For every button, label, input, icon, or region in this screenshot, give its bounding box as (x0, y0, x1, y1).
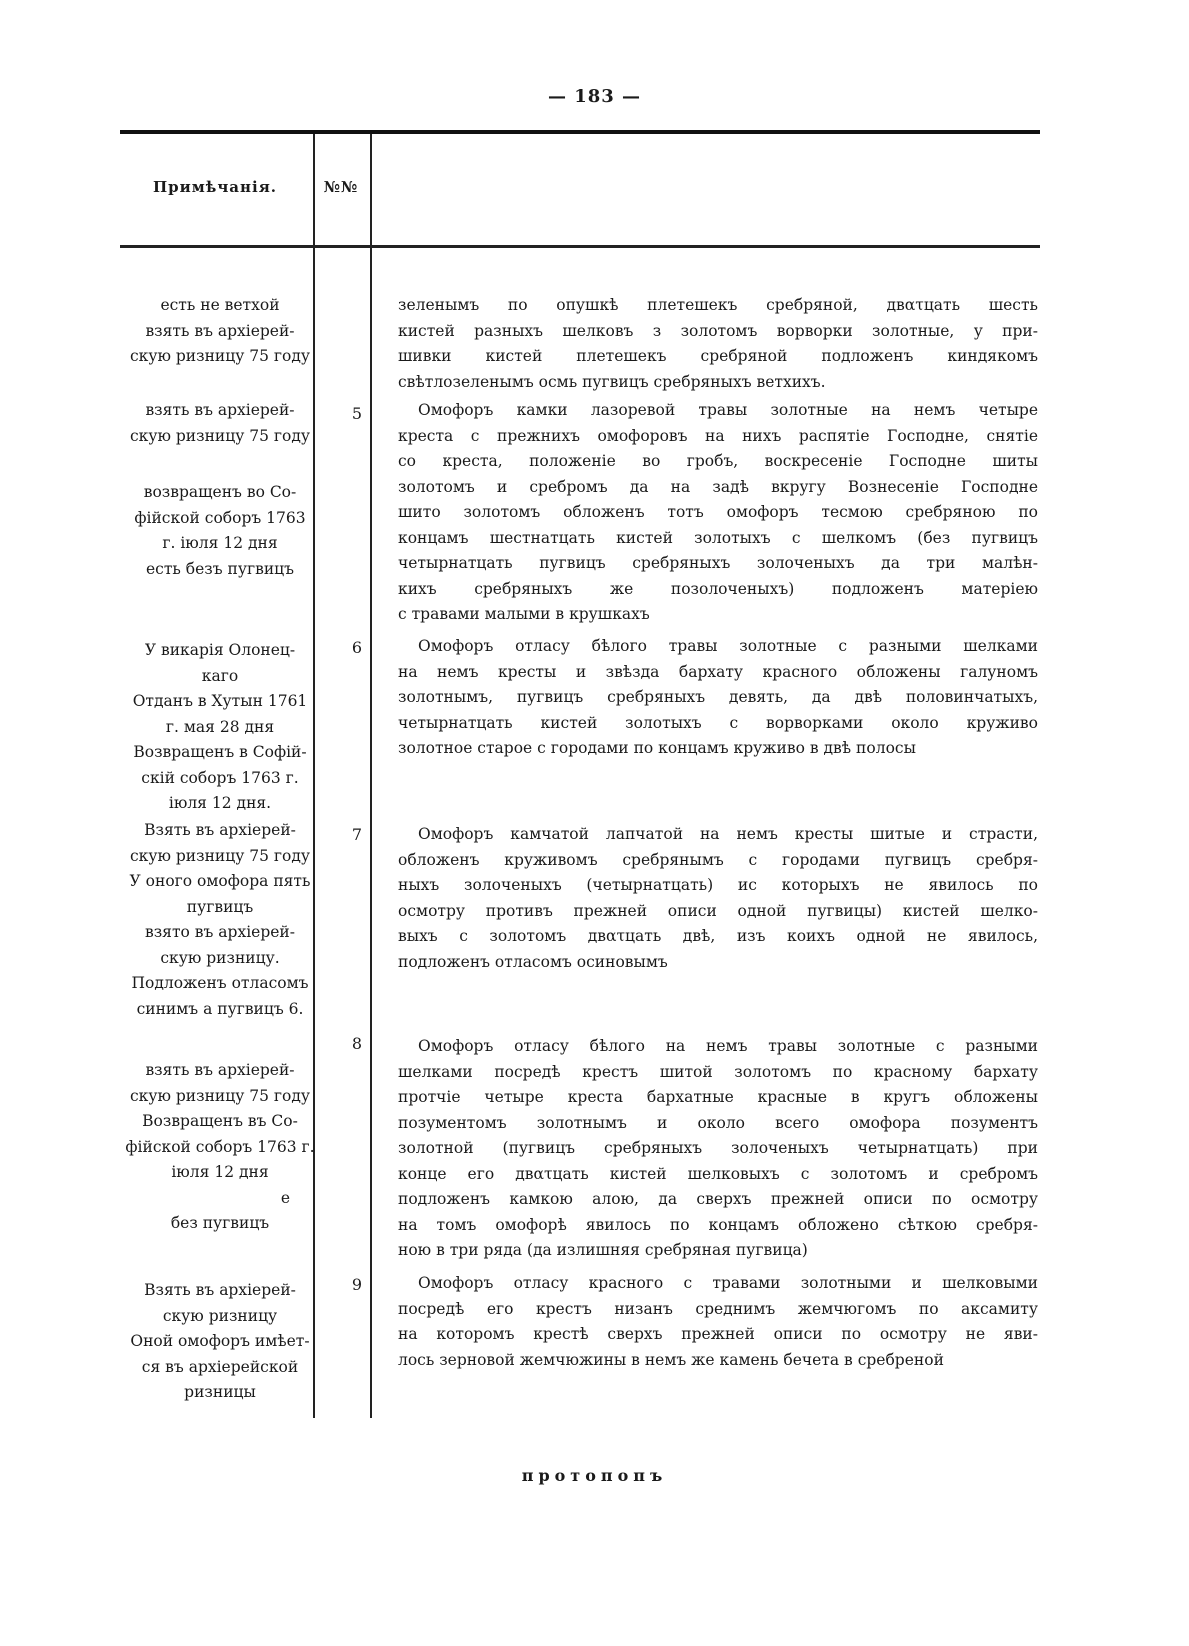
entry-line: кихъ сребряныхъ же позолоченыхъ) подложенъ матеріею (398, 579, 1038, 598)
entry-line: с травами малыми в крушкахъ (398, 605, 650, 623)
entry-line: концамъ шестнатцать кистей золотыхъ с шелкомъ (без пугвицъ (398, 528, 1038, 547)
entry-paragraph (398, 293, 1038, 395)
notes-column-header: Примѣчанія. (152, 178, 278, 196)
item-number: 7 (351, 825, 363, 844)
note-line: скую ризницу 75 году (129, 846, 311, 865)
top-rule (120, 130, 1040, 134)
entry-line: конце его двατцать кистей шелковыхъ с золотомъ и сребромъ (398, 1164, 1038, 1183)
item-number: 8 (351, 1034, 363, 1053)
note-line: іюля 12 дня. (168, 794, 272, 812)
entry-line: свѣтлозеленымъ осмь пугвицъ сребряныхъ ветхихъ. (398, 372, 826, 391)
note-line: Взять въ архіерей- (144, 1281, 296, 1299)
entry-line: ною в три ряда (да излишняя сребряная пугвица) (398, 1241, 808, 1259)
note-line: пугвицъ (186, 897, 254, 916)
note-line: Отданъ в Хутын 1761 (132, 692, 308, 710)
note-line: Подложенъ отласомъ (131, 974, 309, 992)
note-line: скую ризницу (162, 1306, 278, 1325)
note-block (120, 1278, 320, 1406)
entry-line: на которомъ крестѣ сверхъ прежней описи по осмотру не яви- (398, 1325, 1038, 1343)
entry-line: протчіе четыре креста бархатные красные в кругъ обложены (398, 1088, 1038, 1106)
number-column-header: №№ (323, 178, 359, 196)
entry-line: лось зерновой жемчюжины в немъ же камень бечета в сребреной (398, 1350, 944, 1369)
note-line: Оной омофоръ имѣет- (130, 1332, 310, 1350)
entry-line: зеленымъ по опушкѣ плетешекъ сребряной, двατцать шесть (398, 296, 1038, 314)
entry-line: подложенъ отласомъ осиновымъ (398, 952, 668, 971)
note-line: скую ризницу. (160, 948, 280, 967)
item-number: 9 (351, 1275, 363, 1294)
note-line: возвращенъ во Со- (143, 483, 297, 501)
entry-paragraph (398, 398, 1038, 628)
signature: протопопъ (521, 1466, 668, 1485)
note-line: фійской соборъ 1763 г. (125, 1137, 315, 1156)
note-line: взять въ архіерей- (145, 401, 295, 419)
note-line: скую ризницу 75 году (129, 347, 311, 365)
note-line: іюля 12 дня (171, 1163, 269, 1181)
entry-line: Омофоръ отласу бѣлого на немъ травы золотные с разными (418, 1037, 1038, 1055)
entry-line: Омофоръ отласу красного с травами золотными и шелковыми (418, 1274, 1038, 1292)
entry-paragraph (398, 822, 1038, 975)
note-line: Возвращенъ в Софій- (133, 743, 307, 761)
entry-line: обложенъ круживомъ сребрянымъ с городами пугвицъ сребря- (398, 850, 1038, 869)
entry-paragraph (398, 1034, 1038, 1264)
entry-line: кистей разныхъ шелковъ з золотомъ ворворки золотные, у при- (398, 321, 1038, 340)
note-line: ризницы (184, 1383, 256, 1401)
note-block (120, 638, 320, 817)
note-line: взято въ архіерей- (144, 923, 295, 941)
entry-line: золотомъ и сребромъ да на задѣ вкругу Вознесеніе Господне (398, 477, 1038, 496)
note-block (120, 480, 320, 582)
note-line: скую ризницу 75 году (129, 426, 311, 445)
entry-line: шелками посредѣ крестъ шитой золотомъ по красному бархату (398, 1062, 1038, 1081)
note-line: ся въ архіерейской (141, 1357, 299, 1376)
note-line: Возвращенъ въ Со- (142, 1112, 298, 1130)
entry-line: на немъ кресты и звѣзда бархату красного обложены галуномъ (398, 662, 1038, 681)
entry-line: Омофоръ камки лазоревой травы золотные на немъ четыре (418, 401, 1038, 419)
entry-line: Омофоръ камчатой лапчатой на немъ кресты шитые и страсти, (418, 825, 1038, 843)
note-line: У викарія Олонец- (144, 641, 296, 659)
entry-line: золотное старое с городами по концамъ круживо в двѣ полосы (398, 739, 916, 757)
entry-line: позументомъ золотнымъ и около всего омофора позументъ (398, 1113, 1038, 1132)
note-line: У оного омофора пять (129, 872, 311, 890)
entry-line: выхъ с золотомъ двατцать двѣ, изъ коихъ одной не явилось, (398, 927, 1038, 945)
header-rule (120, 245, 1040, 248)
note-line: взять въ архіерей- (145, 321, 295, 340)
note-line: без пугвицъ (170, 1214, 270, 1232)
note-line: скій соборъ 1763 г. (141, 768, 299, 787)
note-line: е (280, 1188, 290, 1207)
entry-line: посредѣ его крестъ низанъ среднимъ жемчюгомъ по аксамиту (398, 1299, 1038, 1318)
entry-line: ныхъ золоченыхъ (четырнатцать) ис которыхъ не явилось по (398, 876, 1038, 894)
item-number: 5 (351, 404, 363, 423)
note-line: есть безъ пугвицъ (146, 559, 294, 578)
entry-line: осмотру противъ прежней описи одной пугвицы) кистей шелко- (398, 901, 1038, 920)
note-line: г. іюля 12 дня (162, 534, 278, 552)
item-number: 6 (351, 638, 363, 657)
entry-line: четырнатцать кистей золотыхъ с ворворками около круживо (398, 713, 1038, 732)
number-column-divider (370, 134, 372, 1418)
note-block (120, 818, 320, 1022)
entry-line: четырнатцать пугвицъ сребряныхъ золоченыхъ да три малѣн- (398, 554, 1038, 572)
note-line: синимъ а пугвицъ 6. (136, 999, 304, 1018)
note-block (120, 293, 320, 370)
entry-line: золотнымъ, пугвицъ сребряныхъ девять, да двѣ половинчатыхъ, (398, 688, 1038, 706)
entry-paragraph (398, 634, 1038, 762)
entry-line: золотной (пугвицъ сребряныхъ золоченыхъ четырнатцать) при (398, 1139, 1038, 1157)
note-line: Взять въ архіерей- (144, 821, 296, 839)
entry-line: креста с прежнихъ омофоровъ на нихъ распятіе Господне, снятіе (398, 426, 1038, 445)
page-number: — 183 — (547, 86, 642, 107)
note-line: есть не ветхой (160, 296, 280, 314)
entry-line: подложенъ камкою алою, да сверхъ прежней описи по осмотру (398, 1190, 1038, 1208)
note-line: скую ризницу 75 году (129, 1086, 311, 1105)
note-line: фійской соборъ 1763 (134, 508, 306, 527)
entry-line: шито золотомъ обложенъ тотъ омофоръ тесмою сребряною по (398, 503, 1038, 521)
note-line: каго (201, 666, 239, 685)
entry-paragraph (398, 1271, 1038, 1373)
note-block (120, 398, 320, 449)
note-line: взять въ архіерей- (145, 1061, 295, 1079)
entry-line: со креста, положеніе во гробъ, воскресеніе Господне шиты (398, 452, 1038, 470)
note-line: г. мая 28 дня (165, 717, 275, 736)
entry-line: на томъ омофорѣ явилось по концамъ обложено сѣткою сребря- (398, 1215, 1038, 1234)
entry-line: Омофоръ отласу бѣлого травы золотные с разными шелками (418, 637, 1038, 655)
entry-line: шивки кистей плетешекъ сребряной подложенъ киндякомъ (398, 347, 1038, 365)
note-block (120, 1058, 320, 1237)
